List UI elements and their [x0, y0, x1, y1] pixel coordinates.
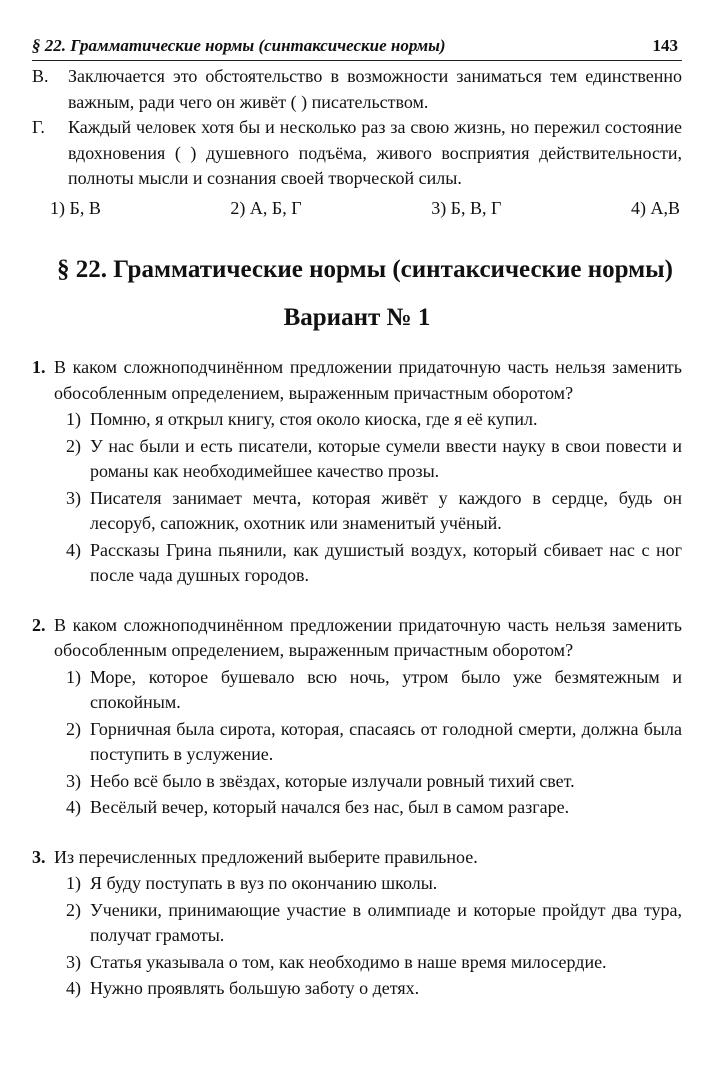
option-text: Ученики, принимающие участие в олимпиаде и которые пройдут два тура, получат грамоты.: [90, 899, 682, 945]
option-item: [66, 434, 682, 485]
option-number: 3): [66, 487, 81, 508]
option-number: 4): [66, 797, 81, 817]
question-number: 1.: [32, 357, 46, 377]
statement-label: В.: [32, 66, 49, 86]
option-item: [66, 538, 682, 589]
option-item: [66, 486, 682, 537]
page-content: [32, 64, 682, 1002]
option-item: [66, 898, 682, 949]
option-text: Писателя занимает мечта, которая живёт у каждого в сердце, будь он лесоруб, сапожник, охотник или знаменитый учёный.: [90, 487, 682, 533]
question-3: [32, 845, 682, 1002]
option-list: [66, 407, 682, 589]
option-item: [66, 795, 682, 821]
page-number: 143: [652, 36, 678, 55]
running-title: § 22. Грамматические нормы (синтаксические нормы): [32, 36, 446, 55]
option-text: Статья указывала о том, как необходимо в наше время милосердие.: [90, 951, 607, 972]
answer-choice: 4) А,В: [630, 197, 680, 218]
option-text: Помню, я открыл книгу, стоя около киоска, где я её купил.: [90, 409, 538, 429]
option-number: 1): [66, 873, 81, 893]
question-text: В каком сложноподчинённом предложении придаточную часть нельзя заменить обособленным определением, выраженным причастным оборотом?: [54, 614, 682, 660]
option-text: Горничная была сирота, которая, спасаясь от голодной смерти, должна была поступить в услужение.: [90, 718, 682, 764]
option-item: [66, 769, 682, 795]
statement-text: Каждый человек хотя бы и несколько раз за свою жизнь, но пережил состояние вдохновения ( ) душевного подъёма, живого восприятия действительности, полноты мысли и сознания своей творческой силы.: [68, 117, 682, 188]
option-number: 2): [66, 718, 81, 739]
option-text: Море, которое бушевало всю ночь, утром было уже безмятежным и спокойным.: [90, 666, 682, 712]
option-number: 4): [66, 539, 81, 560]
question-2: [32, 613, 682, 821]
answer-choice: 2) А, Б, Г: [230, 197, 302, 218]
option-list: [66, 665, 682, 821]
option-item: [66, 976, 682, 1002]
option-number: 3): [66, 770, 81, 791]
option-item: [66, 407, 682, 433]
statement-v: [32, 64, 682, 115]
option-number: 2): [66, 435, 81, 456]
option-number: 4): [66, 978, 81, 998]
question-text: Из перечисленных предложений выберите правильное.: [54, 846, 478, 867]
option-number: 3): [66, 951, 81, 972]
option-text: Нужно проявлять большую заботу о детях.: [90, 978, 420, 998]
option-text: Небо всё было в звёздах, которые излучали ровный тихий свет.: [90, 770, 575, 791]
option-text: Весёлый вечер, который начался без нас, был в самом разгаре.: [90, 797, 570, 817]
section-title: § 22. Грамматические нормы (синтаксические нормы): [56, 256, 674, 283]
option-number: 1): [66, 666, 81, 687]
question-text: В каком сложноподчинённом предложении придаточную часть нельзя заменить обособленным определением, выраженным причастным оборотом?: [54, 357, 682, 403]
question-1: [32, 355, 682, 589]
option-item: [66, 717, 682, 768]
option-text: У нас были и есть писатели, которые сумели ввести науку в свои повести и романы как необходимейшее качество прозы.: [90, 435, 682, 481]
option-list: [66, 871, 682, 1002]
option-item: [66, 871, 682, 897]
answer-choices: [32, 196, 682, 222]
option-text: Рассказы Грина пьянили, как душистый воздух, который сбивает нас с ног после чада душных городов.: [90, 539, 682, 585]
answer-choice: 1) Б, В: [50, 197, 101, 218]
option-text: Я буду поступать в вуз по окончанию школы.: [90, 873, 438, 893]
statement-label: Г.: [32, 117, 45, 137]
answer-choice: 3) Б, В, Г: [431, 197, 502, 218]
previous-exercise: [32, 64, 682, 221]
running-header: [32, 34, 682, 61]
option-number: 2): [66, 899, 81, 920]
variant-heading: Вариант № 1: [283, 304, 431, 331]
option-item: [66, 665, 682, 716]
question-number: 2.: [32, 614, 46, 635]
statement-g: [32, 115, 682, 192]
statement-text: Заключается это обстоятельство в возможности заниматься тем единственно важным, ради чего он живёт ( ) писательством.: [68, 66, 682, 112]
question-number: 3.: [32, 846, 46, 867]
option-item: [66, 950, 682, 976]
option-number: 1): [66, 409, 81, 429]
